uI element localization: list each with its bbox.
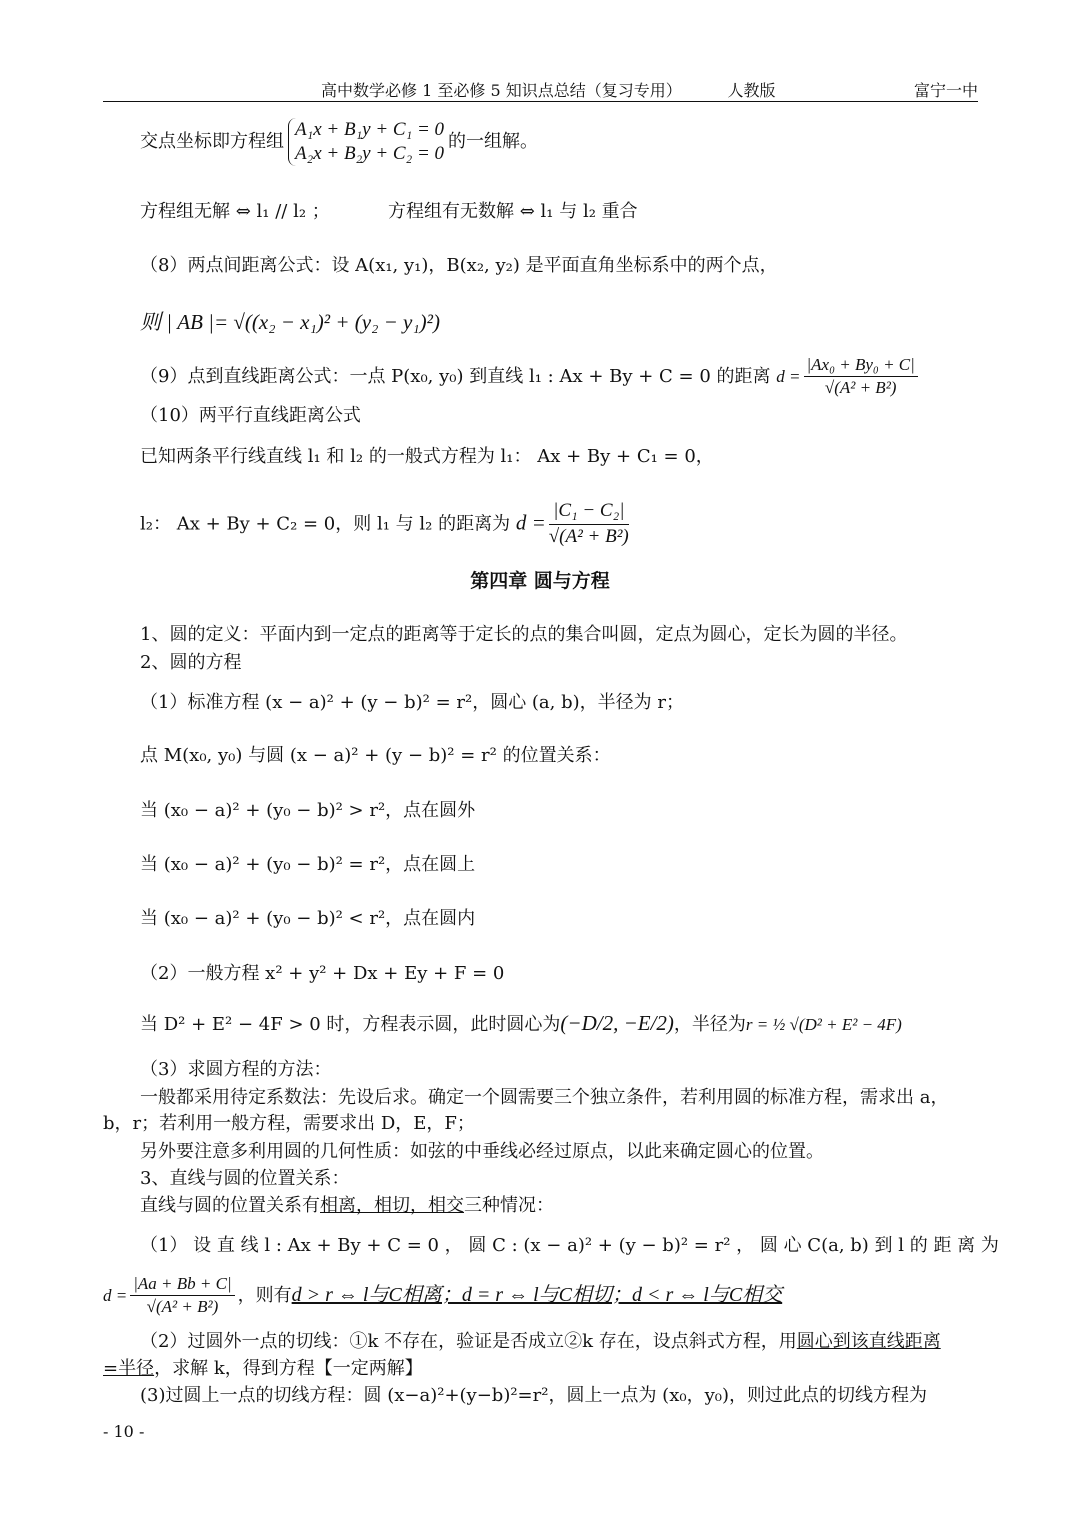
s10-numerator: |C₁ − C₂|	[549, 500, 629, 525]
tangent-outside-suffix: ，求解 k，得到方程【一定两解】	[154, 1358, 423, 1379]
circle-center-formula: (−D/2, −E/2)	[560, 1011, 674, 1035]
section-10-eq2-text: l₂： Ax + By + C₂ = 0，则 l₁ 与 l₂ 的距离为	[140, 513, 511, 535]
s9-denominator: √(A² + B²)	[824, 378, 897, 398]
s10-denominator: √(A² + B²)	[548, 525, 629, 547]
c3-cases-formula: d > r ⇔ l与C相离；d = r ⇔ l与C相切；d < r ⇔ l与C相交	[291, 1283, 783, 1306]
distance-formula-text: 则 | AB |= √((x₂ − x₁)² + (y₂ − y₁)²)	[140, 310, 440, 334]
tangent-outside	[140, 1331, 941, 1353]
infinite-solution-line	[388, 201, 638, 223]
tangent-on-circle: (3)过圆上一点的切线方程：圆 (x−a)²+(y−b)²=r²，圆上一点为 (x₀，y₀)，则过此点的切线方程为	[140, 1385, 927, 1406]
s9-fraction	[804, 355, 918, 399]
point-inside: 当 (x₀ − a)² + (y₀ − b)² < r²，点在圆内	[140, 908, 476, 929]
header-rule	[103, 101, 978, 102]
distance-conditions	[103, 1274, 782, 1318]
c3-cases-prefix: ，则有	[237, 1284, 292, 1306]
cases-underlined: 相离，相切，相交	[320, 1195, 464, 1216]
section-10-eq1-text: 已知两条平行线直线 l₁ 和 l₂ 的一般式方程为 l₁： Ax + By + C₁ = 0，	[140, 446, 714, 467]
intersection-suffix: 的一组解。	[448, 130, 539, 152]
circle-definition: 1、圆的定义：平面内到一定点的距离等于定长的点的集合叫圆，定点为圆心，定长为圆的半径。	[140, 624, 908, 645]
no-solution-line	[140, 201, 330, 223]
s9-d-label: d =	[776, 366, 801, 386]
section-10-eq1	[140, 446, 714, 468]
radius-prefix: ，半径为	[673, 1014, 746, 1035]
method-line-1: 一般都采用待定系数法：先设后求。确定一个圆需要三个独立条件，若利用圆的标准方程，需求出 a，	[140, 1087, 949, 1108]
s10-fraction	[549, 500, 629, 549]
section-9	[140, 355, 921, 399]
equation-2: A₂x + B₂y + C₂ = 0	[295, 142, 445, 164]
section-10-text: （10）两平行直线距离公式	[140, 405, 361, 426]
page-number: - 10 -	[103, 1422, 145, 1441]
line-circle-heading: 3、直线与圆的位置关系：	[140, 1168, 350, 1189]
general-condition-text: 当 D² + E² − 4F > 0 时，方程表示圆，此时圆心为	[140, 1014, 561, 1035]
point-on: 当 (x₀ − a)² + (y₀ − b)² = r²，点在圆上	[140, 854, 476, 875]
standard-equation: （1）标准方程 (x − a)² + (y − b)² = r²，圆心 (a, b)，半径为 r；	[140, 692, 684, 713]
general-equation: （2）一般方程 x² + y² + Dx + Ey + F = 0	[140, 963, 505, 984]
line-circle-setup: （1） 设 直 线 l : Ax + By + C = 0 ， 圆 C : (x − a)² + (y − b)² = r² ， 圆 心 C(a, b) 到 l 的 距 离 为	[140, 1235, 999, 1256]
tangent-outside-underlined: 圆心到该直线距离	[796, 1331, 941, 1352]
c3-fraction	[130, 1274, 234, 1318]
c3-numerator: |Aa + Bb + C|	[130, 1274, 234, 1296]
s10-d-label: d =	[515, 510, 546, 535]
circle-equation-heading: 2、圆的方程	[140, 652, 242, 673]
general-condition	[140, 1011, 902, 1036]
header-edition: 人教版	[727, 81, 776, 100]
point-position: 点 M(x₀, y₀) 与圆 (x − a)² + (y − b)² = r² 的位置关系：	[140, 745, 611, 766]
c3-denominator: √(A² + B²)	[146, 1297, 219, 1317]
method-line-3: 另外要注意多利用圆的几何性质：如弦的中垂线必经过原点，以此来确定圆心的位置。	[140, 1141, 824, 1162]
cases-suffix: 三种情况：	[464, 1195, 554, 1216]
intersection-line	[140, 118, 538, 166]
equation-1: A₁x + B₁y + C₁ = 0	[295, 119, 445, 140]
tangent-radius-underlined: =半径	[103, 1358, 155, 1379]
section-10	[140, 405, 361, 427]
cases-prefix: 直线与圆的位置关系有	[140, 1195, 320, 1216]
intersection-prefix: 交点坐标即方程组	[140, 130, 284, 152]
section-9-text: （9）点到直线距离公式：一点 P(x₀, y₀) 到直线 l₁ : Ax + By + C = 0 的距离	[140, 365, 771, 387]
equation-system	[288, 118, 444, 166]
radius-formula: r = ½ √(D² + E² − 4F)	[745, 1015, 902, 1034]
s9-numerator: |Ax₀ + By₀ + C|	[804, 355, 918, 377]
header-title: 高中数学必修 1 至必修 5 知识点总结（复习专用） 人教版	[321, 81, 776, 100]
no-solution-text: 方程组无解 ⇔ l₁ // l₂ ；	[140, 201, 330, 222]
method-heading: （3）求圆方程的方法：	[140, 1059, 332, 1080]
section-8	[140, 255, 778, 277]
section-10-eq2	[140, 500, 632, 549]
tangent-outside-cont	[103, 1358, 423, 1380]
header-school: 富宁一中	[913, 81, 978, 100]
c3-d-label: d =	[103, 1285, 128, 1305]
infinite-solution-text: 方程组有无数解 ⇔ l₁ 与 l₂ 重合	[388, 201, 638, 222]
chapter-title: 第四章 圆与方程	[470, 570, 610, 592]
tangent-outside-text: （2）过圆外一点的切线：①k 不存在，验证是否成立②k 存在，设点斜式方程，用	[140, 1331, 797, 1352]
section-8-text: （8）两点间距离公式：设 A(x₁, y₁)，B(x₂, y₂) 是平面直角坐标系中的两个点，	[140, 255, 778, 276]
method-line-2: b，r；若利用一般方程，需要求出 D，E，F；	[103, 1113, 475, 1134]
line-circle-cases	[140, 1195, 554, 1217]
page-header	[103, 78, 978, 100]
point-outside: 当 (x₀ − a)² + (y₀ − b)² > r²，点在圆外	[140, 800, 476, 821]
distance-formula	[140, 310, 440, 335]
